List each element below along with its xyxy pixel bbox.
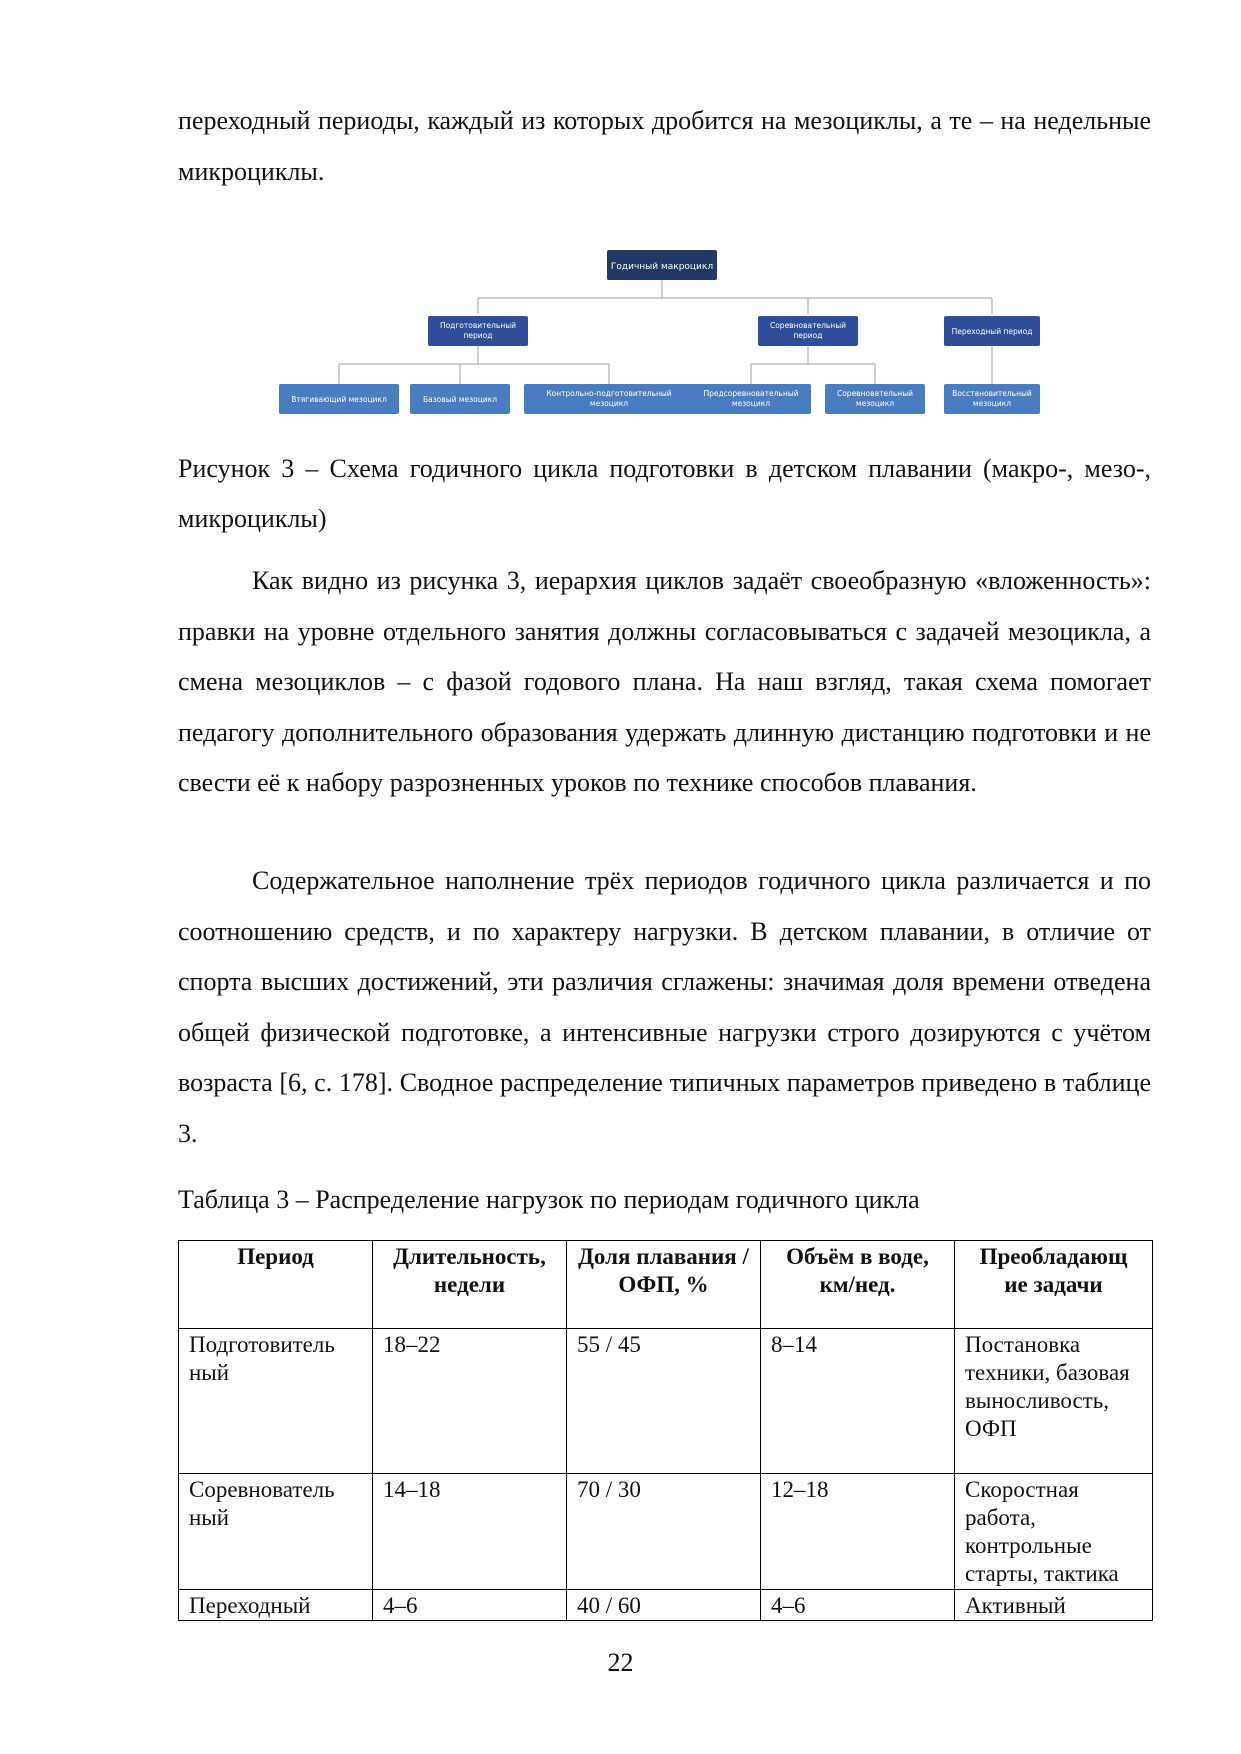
- body-paragraph-2: Содержательное наполнение трёх периодов годичного цикла различается и по соотношению средств, и по характеру нагрузки. В детском плавании, в отличие от спорта высших достижений, эти различия сглажены: значимая доля времени отведена общей физической подготовке, а интенсивные нагрузки строго дозируются с учётом возраста [6, с. 178]. Сводное распределение типичных параметров приведено в таблице 3.: [178, 866, 1151, 1148]
- cell-duration: 14–18: [373, 1474, 567, 1590]
- table-row: [179, 1329, 1153, 1474]
- root-label: Годичный макроцикл: [610, 262, 714, 272]
- diagram-meso-node-6: [944, 384, 1040, 414]
- table-row: [179, 1474, 1153, 1590]
- cell-period: Переходный: [179, 1590, 373, 1621]
- diagram-period-node-preparatory: [428, 316, 528, 346]
- header-duration: Длительность, недели: [373, 1241, 567, 1329]
- period-label: период: [463, 331, 493, 340]
- diagram-meso-node-5: [825, 384, 925, 414]
- header-period: Период: [179, 1241, 373, 1329]
- cell-swim-share: 40 / 60: [567, 1590, 761, 1621]
- mesocycle-label: Втягивающий мезоцикл: [291, 395, 387, 404]
- cell-tasks: Активный: [955, 1590, 1153, 1621]
- period-label: Соревновательный: [769, 321, 847, 330]
- header-swim-share: Доля плавания / ОФП, %: [567, 1241, 761, 1329]
- period-label: Переходный период: [951, 327, 1033, 336]
- mesocycle-label: Базовый мезоцикл: [422, 395, 498, 404]
- hierarchy-diagram: [270, 248, 1070, 428]
- header-tasks: Преобладающ ие задачи: [955, 1241, 1153, 1329]
- diagram-root-node: [607, 250, 717, 280]
- table-row: [179, 1590, 1153, 1621]
- figure-caption: Рисунок 3 – Схема годичного цикла подготовки в детском плавании (макро-, мезо-, микроциклы): [178, 454, 1151, 533]
- header-volume: Объём в воде, км/нед.: [761, 1241, 955, 1329]
- cell-duration: 4–6: [373, 1590, 567, 1621]
- page-number: 22: [607, 1648, 634, 1677]
- mesocycle-label: Восстановительный: [952, 389, 1032, 398]
- diagram-meso-node-4: [691, 384, 811, 414]
- period-label: Подготовительный: [439, 321, 517, 330]
- table-header-row: [179, 1241, 1153, 1329]
- diagram-period-node-transition: [944, 316, 1040, 346]
- cell-volume: 8–14: [761, 1329, 955, 1474]
- mesocycle-label: мезоцикл: [855, 399, 895, 408]
- mesocycle-label: мезоцикл: [972, 399, 1012, 408]
- intro-paragraph: переходный периоды, каждый из которых дробится на мезоциклы, а те – на недельные микроциклы.: [178, 106, 1151, 186]
- table-caption: Таблица 3 – Распределение нагрузок по периодам годичного цикла: [178, 1185, 920, 1214]
- cell-volume: 12–18: [761, 1474, 955, 1590]
- load-distribution-table: [178, 1240, 1153, 1621]
- cell-period: Подготовитель ный: [179, 1329, 373, 1474]
- period-label: период: [793, 331, 823, 340]
- mesocycle-label: мезоцикл: [589, 399, 629, 408]
- cell-duration: 18–22: [373, 1329, 567, 1474]
- cell-swim-share: 55 / 45: [567, 1329, 761, 1474]
- body-paragraph-1: Как видно из рисунка 3, иерархия циклов задаёт своеобразную «вложенность»: правки на уровне отдельного занятия должны согласовываться с задачей мезоцикла, а смена мезоциклов – с фазой годового плана. На наш взгляд, такая схема помогает педагогу дополнительного образования удержать длинную дистанцию подготовки и не свести её к набору разрозненных уроков по технике способов плавания.: [178, 566, 1151, 797]
- diagram-meso-node-1: [279, 384, 399, 414]
- mesocycle-label: Контрольно-подготовительный: [546, 389, 672, 398]
- cell-tasks: Скоростная работа, контрольные старты, тактика: [955, 1474, 1153, 1590]
- cell-tasks: Постановка техники, базовая выносливость, ОФП: [955, 1329, 1153, 1474]
- diagram-meso-node-2: [410, 384, 510, 414]
- diagram-meso-node-3: [524, 384, 694, 414]
- mesocycle-label: Предсоревновательный: [703, 389, 799, 398]
- cell-volume: 4–6: [761, 1590, 955, 1621]
- diagram-period-node-competitive: [758, 316, 858, 346]
- mesocycle-label: мезоцикл: [731, 399, 771, 408]
- cell-swim-share: 70 / 30: [567, 1474, 761, 1590]
- mesocycle-label: Соревновательный: [836, 389, 914, 398]
- cell-period: Соревнователь ный: [179, 1474, 373, 1590]
